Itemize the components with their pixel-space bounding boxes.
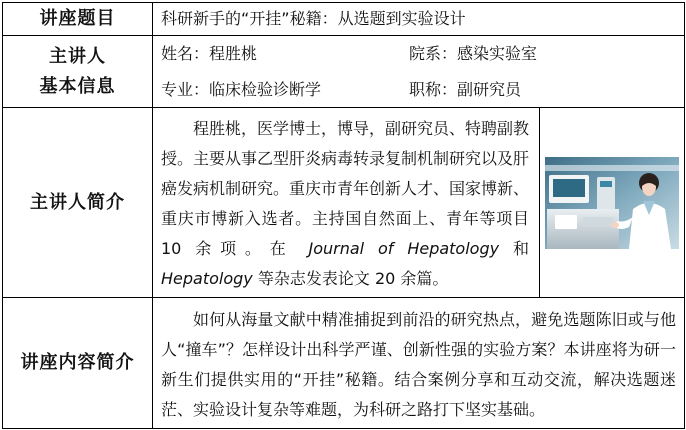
major-value: 临床检验诊断学	[209, 79, 322, 99]
title-label: 职称：	[409, 79, 458, 99]
name-label: 姓名：	[161, 43, 210, 63]
content-text: 如何从海量文献中精准捕捉到前沿的研究热点，避免选题陈旧或与他人“撞车”？怎样设计出科学严谨、创新性强的实验方案？本讲座将为研一新生们提供实用的“开挂”秘籍。结合案例分享和互动交流，解决选题迷茫、实验设计复杂等难题，为科研之路打下坚实基础。	[161, 310, 676, 419]
speaker-info-label-line1: 主讲人	[49, 45, 106, 67]
lecture-info-table	[2, 2, 685, 429]
speaker-photo-cell	[539, 108, 684, 297]
bio-text-part2: 和	[499, 239, 530, 258]
bio-journal-2: Hepatology	[161, 269, 253, 288]
speaker-info-label-line2: 基本信息	[39, 75, 116, 97]
dept-label: 院系：	[409, 43, 458, 63]
speaker-info-line-1	[153, 43, 684, 65]
speaker-info-row	[3, 36, 685, 108]
bio-text-part3: 等杂志发表论文 20 余篇。	[252, 269, 449, 288]
speaker-lab-photo	[545, 157, 679, 249]
speaker-info-values	[153, 36, 685, 108]
content-label: 讲座内容简介	[3, 298, 153, 429]
speaker-info-label	[3, 36, 153, 108]
major-field	[161, 79, 409, 101]
content-cell	[153, 298, 685, 429]
name-field	[161, 43, 409, 65]
bio-cell	[153, 108, 685, 298]
dept-field	[409, 43, 684, 65]
bio-wrap	[153, 108, 684, 297]
title-value: 副研究员	[457, 79, 522, 99]
topic-value: 科研新手的“开挂”秘籍：从选题到实验设计	[153, 3, 685, 36]
bio-journal-1: Journal of Hepatology	[308, 239, 500, 258]
bio-label: 主讲人简介	[3, 108, 153, 298]
bio-text	[153, 108, 539, 297]
bio-text-part1: 程胜桃，医学博士，博导，副研究员、特聘副教授。主要从事乙型肝炎病毒转录复制机制研究以及肝癌发病机制研究。重庆市青年创新人才、国家博新、重庆市博新入选者。主持国自然面上、青年等项目 10 余项。在	[161, 119, 530, 258]
topic-label: 讲座题目	[3, 3, 153, 36]
content-row	[3, 298, 685, 429]
name-value: 程胜桃	[209, 43, 258, 63]
topic-row	[3, 3, 685, 36]
title-field	[409, 79, 684, 101]
bio-row	[3, 108, 685, 298]
speaker-info-line-2	[153, 79, 684, 101]
major-label: 专业：	[161, 79, 210, 99]
dept-value: 感染实验室	[457, 43, 538, 63]
